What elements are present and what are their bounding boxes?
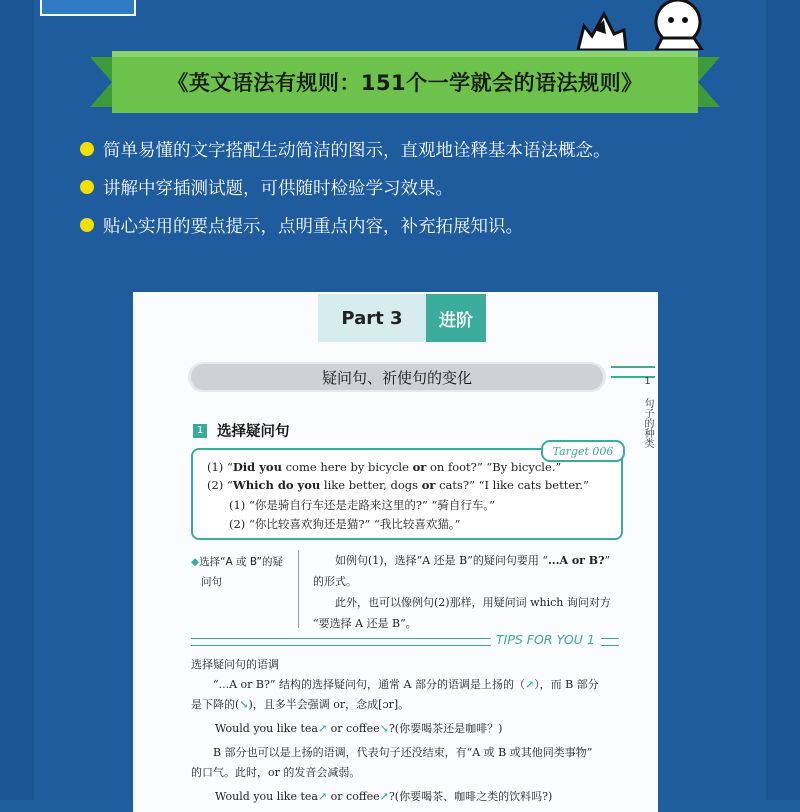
feature-list bbox=[80, 130, 760, 244]
section-title: 选择疑问句 bbox=[217, 424, 290, 440]
example-sentence-1: (1) “Did you come here by bicycle or on foot?” “By bicycle.” bbox=[207, 460, 562, 474]
frame-edge-right bbox=[766, 0, 800, 800]
feature-item bbox=[80, 130, 760, 168]
note-paragraph-1: 如例句(1)，选择“A 还是 B”的疑问句要用 “...A or B?” bbox=[335, 554, 611, 567]
note-paragraph-1-cont: 的形式。 bbox=[313, 575, 357, 588]
part-label: 进阶 bbox=[426, 294, 486, 342]
rising-arrow-icon: ↗ bbox=[524, 678, 535, 691]
book-title: 《英文语法有规则：151个一学就会的语法规则》 bbox=[167, 71, 643, 95]
example-sentence-2: (2) “Which do you like better, dogs or cats?” “I like cats better.” bbox=[207, 478, 589, 492]
note-paragraph-2: 此外，也可以像例句(2)那样，用疑问词 which 询问对方 bbox=[335, 596, 611, 609]
part-header bbox=[318, 294, 486, 342]
rising-arrow-icon: ↗ bbox=[379, 790, 389, 803]
tips-line: B 部分也可以是上扬的语调，代表句子还没结束，有“A 或 B 或其他同类事物” bbox=[213, 746, 593, 759]
book-page-sample bbox=[133, 292, 658, 812]
title-banner bbox=[90, 47, 720, 117]
target-tag: Target 006 bbox=[541, 440, 625, 462]
falling-arrow-icon: ↘ bbox=[379, 722, 389, 735]
feature-item bbox=[80, 168, 760, 206]
feature-text: 贴心实用的要点提示，点明重点内容，补充拓展知识。 bbox=[103, 216, 523, 237]
chapter-title: 疑问句、祈使句的变化 bbox=[191, 364, 603, 390]
tips-example-2: Would you like tea↗ or coffee↗?(你要喝茶、咖啡之类的饮料吗?) bbox=[215, 790, 553, 803]
tips-stripe bbox=[601, 638, 619, 646]
part-number: Part 3 bbox=[318, 294, 426, 342]
note-paragraph-2-cont: “要选择 A 还是 B”。 bbox=[313, 617, 417, 630]
rising-arrow-icon: ↗ bbox=[317, 790, 328, 803]
corner-tab bbox=[40, 0, 136, 16]
note-tag-line: 问句 bbox=[201, 576, 222, 588]
yellow-dot-icon bbox=[80, 142, 94, 156]
note-tag-line: 选择“A 或 B”的疑 bbox=[199, 556, 283, 568]
feature-item bbox=[80, 206, 760, 244]
example-translation-1: (1) “你是骑自行车还是走路来这里的?” “骑自行车。” bbox=[229, 498, 496, 512]
note-tag bbox=[191, 552, 301, 592]
tips-header bbox=[191, 632, 619, 652]
tips-line: “...A or B?” 结构的选择疑问句，通常 A 部分的语调是上扬的（↗），而 B 部分 bbox=[213, 678, 599, 691]
section-heading bbox=[193, 420, 290, 441]
frame-edge-left bbox=[0, 0, 34, 800]
tips-heading: 选择疑问句的语调 bbox=[191, 658, 279, 671]
falling-arrow-icon: ↘ bbox=[239, 698, 249, 711]
yellow-dot-icon bbox=[80, 218, 94, 232]
cartoon-mascot-illustration bbox=[560, 0, 720, 50]
yellow-dot-icon bbox=[80, 180, 94, 194]
tips-line: 的口气。此时，or 的发音会减弱。 bbox=[191, 766, 361, 779]
tips-line: 是下降的(↘)，且多半会强调 or，念成[ɔr]。 bbox=[191, 698, 410, 711]
section-number: 1 bbox=[193, 424, 207, 438]
diamond-icon: ◆ bbox=[191, 556, 200, 568]
feature-text: 简单易懂的文字搭配生动简洁的图示，直观地诠释基本语法概念。 bbox=[103, 140, 611, 161]
note-body bbox=[313, 550, 628, 634]
example-translation-2: (2) “你比较喜欢狗还是猫?” “我比较喜欢猫。” bbox=[229, 517, 461, 531]
feature-text: 讲解中穿插测试题，可供随时检验学习效果。 bbox=[103, 178, 453, 199]
tips-stripe bbox=[191, 638, 491, 646]
rising-arrow-icon: ↗ bbox=[317, 722, 328, 735]
tips-example-1: Would you like tea↗ or coffee↘?(你要喝茶还是咖啡？) bbox=[215, 722, 503, 735]
note-divider bbox=[298, 550, 299, 628]
side-chapter-tab: 1 句子的种类 bbox=[642, 376, 653, 448]
tips-label: TIPS FOR YOU 1 bbox=[496, 632, 595, 647]
